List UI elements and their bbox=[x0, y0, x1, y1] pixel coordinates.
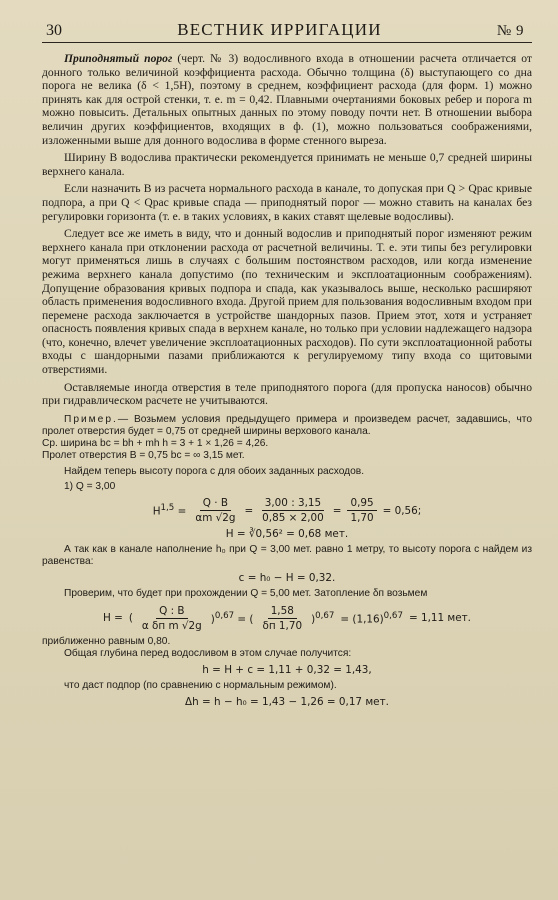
paragraph-normal-discharge: Если назначить B из расчета нормального расхода в канале, то допуская при Q > Qрас кривые подпора, а при Q < Qрас кривые спада — приподнятый порог — можно ставить на каналах без регулировки горизонта (т. е. в таких условиях, в каких ставят щелевые водосливы). bbox=[42, 182, 532, 223]
example-check: Проверим, что будет при прохождении Q = 5,00 мет. Затопление δп возьмем bbox=[64, 588, 428, 600]
example-total-depth: Общая глубина перед водосливом в этом случае получится: bbox=[64, 647, 352, 659]
example-block bbox=[42, 414, 532, 708]
fraction-qb: $\frac{Q \cdot B}{\alpha m √2g}$ bbox=[195, 497, 236, 525]
equation-h-value: H = ∛0,56² = 0,68 мет. bbox=[225, 528, 349, 541]
example-backwater: что даст подпор (по сравнению с нормальным режимом). bbox=[64, 680, 337, 692]
article-body bbox=[42, 52, 532, 708]
fraction-simplified: $\frac{0,95}{1,70}$ bbox=[347, 497, 376, 524]
page-header bbox=[42, 20, 532, 43]
paragraph-raised-sill: Приподнятый порог (черт. № 3) водосливного входа в отношении расчета отличается от донного только величиной коэффициента расхода. Обычно толщина (δ) выступающего со дна порога не велика (δ < 1,5H), поэтому в среднем, коэффициент расхода (для форм. 1) можно принять как для острой стенки, т. е. m = 0,42. Плавными очертаниями боковых ребер и порога m можно повысить. Детальных опытных данных по этому поводу почти нет. В отношении выбора величин других коэффициентов, входящих в ф. (1), можно пользоваться соображениями, изложенными выше для донного водослива в форме стенного выреза. bbox=[42, 52, 532, 147]
fraction-values: $\frac{3,00 : 3,15}{0,85 \times 2,00}$ bbox=[262, 497, 324, 525]
example-case1: 1) Q = 3,00 bbox=[64, 480, 116, 492]
paragraph-regime: Следует все же иметь в виду, что и донный водослив и приподнятый порог изменяют режим верхнего канала при отклонении расхода от расчетной величины. Т. е. эти типы без регулировки могут применяться лишь в случаях с большим постоянством расходов, или когда изменение режима верхнего канала допустимо (по техническим и эксплоатационным соображениям). Допущение образования кривых подпора и спада, как указывалось выше, несколько расширяют область применения водосливного входа. Другой прием для пользования водосливным входом при перемене расхода заключается в устройстве шандорных пазов. Прием этот, хотя и устраняет опасность появления кривых спада в верхнем канале, но только при условии надлежащего надзора (что, конечно, влечет увеличение эксплоатационных расходов). По сути эксплоатационной работы входы с шандорными пазами приближаются к регулируемому типу входа со щитовыми отверстиями. bbox=[42, 227, 532, 377]
equation-backwater: Δh = h − h₀ = 1,43 − 1,26 = 0,17 мет. bbox=[185, 696, 389, 709]
example-width: Ср. ширина bс = bh + mh h = 3 + 1 × 1,26 = 4,26. bbox=[42, 438, 269, 450]
paragraph-openings: Оставляемые иногда отверстия в теле приподнятого порога (для пропуска наносов) обычно при гидравлическом расчете не учитываются. bbox=[42, 380, 532, 408]
equation-sill-height: c = h₀ − H = 0,32. bbox=[238, 572, 336, 585]
paragraph-width: Ширину B водослива практически рекомендуется принимать не меньше 0,7 средней ширины верхнего канала. bbox=[42, 151, 532, 178]
journal-title: ВЕСТНИК ИРРИГАЦИИ bbox=[177, 20, 382, 39]
fraction-check-1: $\frac{Q : B}{\text{α δп m √2g}}$ bbox=[141, 604, 202, 632]
example-approx: приближенно равным 0,80. bbox=[42, 635, 171, 647]
equation-h-power: H$^{1,5}$ = $\frac{Q \cdot B}{\alpha m √2g}$ = $\frac{3,00 : 3,15}{0,85 \times 2,00}$ = $\frac{0,95}{1,70}$ = 0,56; bbox=[152, 497, 422, 525]
example-find-sill: Найдем теперь высоту порога с для обоих заданных расходов. bbox=[64, 465, 365, 477]
example-span: Пролет отверстия B = 0,75 bс = ∞ 3,15 мет. bbox=[42, 450, 245, 462]
example-intro: Пример.— Возьмем условия предыдущего примера и произведем расчет, задавшись, что пролет отверстия будет = 0,75 от средней ширины верхового канала. bbox=[42, 413, 532, 438]
equation-h-check: H = ( $\frac{Q : B}{\text{α δп m √2g}}$ )$^{0,67}$ = ( $\frac{1,58}{\delta п 1,70}$ )$^{0,67}$ = $(1,16)^{0,67}$ = 1,11 мет. bbox=[103, 604, 471, 632]
example-fill-depth: А так как в канале наполнение h₀ при Q = 3,00 мет. равно 1 метру, то высоту порога с найдем из равенства: bbox=[42, 544, 532, 568]
page-number: 30 bbox=[46, 22, 62, 39]
issue-number: № 9 bbox=[496, 23, 524, 39]
term-raised-sill: Приподнятый порог bbox=[64, 52, 173, 65]
equation-total-depth: h = H + c = 1,11 + 0,32 = 1,43, bbox=[202, 664, 372, 677]
fraction-check-2: $\frac{1,58}{\delta п 1,70}$ bbox=[262, 604, 303, 632]
